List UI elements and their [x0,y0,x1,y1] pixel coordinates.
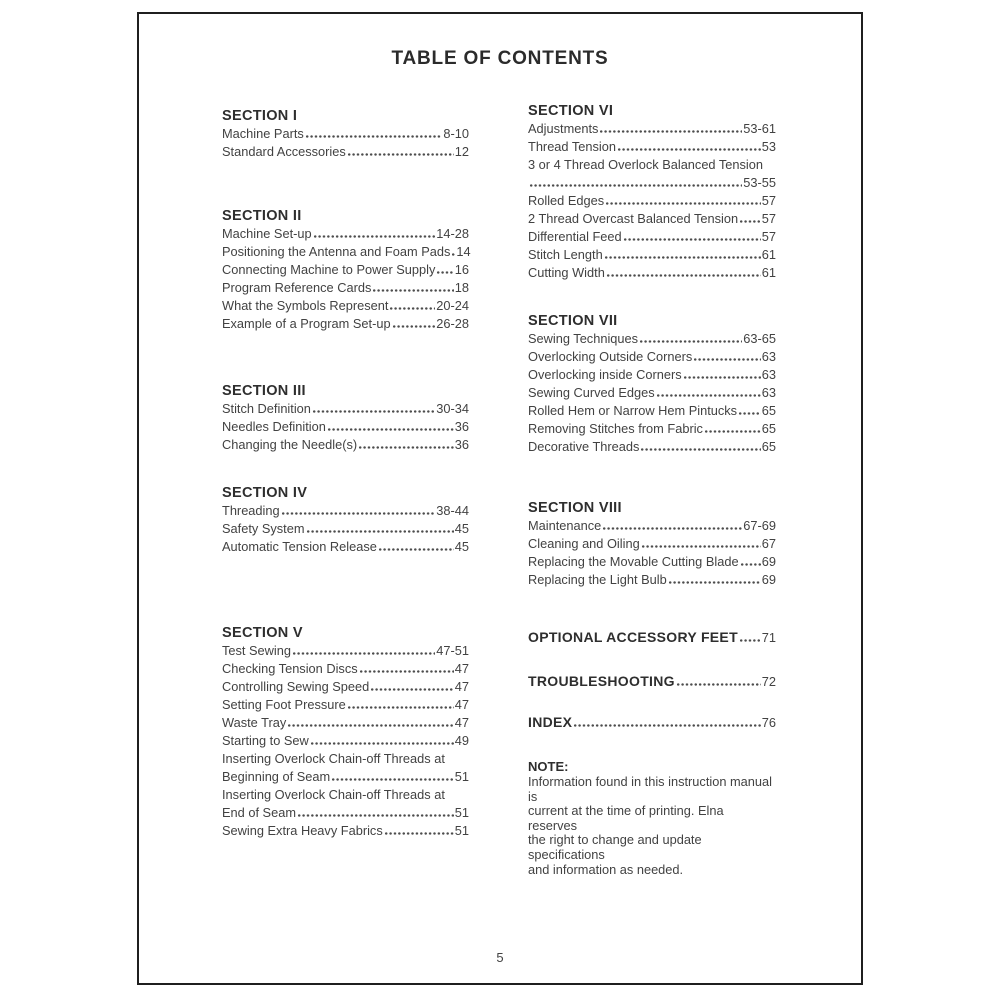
toc-row [528,138,776,156]
toc-entry-page: 57 [761,193,776,208]
toc-entry-page: 38-44 [436,503,469,518]
toc-leader-dots [347,699,454,709]
toc-row [222,261,469,279]
toc-entry-label: Rolled Hem or Narrow Hem Pintucks [528,403,738,418]
toc-leader-dots [641,538,761,548]
toc-entry-label: Waste Tray [222,715,287,730]
toc-row [222,125,469,143]
toc-leader-dots [312,403,435,413]
toc-row [222,243,469,261]
toc-row [528,246,776,264]
toc-entry-page: 14-28 [436,226,469,241]
toc-leader-dots [327,421,454,431]
note-line: the right to change and update specifications [528,832,702,862]
toc-entry-label: Test Sewing [222,643,291,658]
toc-entry-label: Standard Accessories [222,144,346,159]
note-body [528,775,776,877]
toc-entry-page: 65 [761,403,776,418]
toc-row [528,420,776,438]
toc-leader-dots [740,556,761,566]
toc-row [222,436,469,454]
toc-leader-dots [693,351,760,361]
toc-leader-dots [292,645,435,655]
section-items [528,120,776,282]
toc-row [222,732,469,750]
note-line: current at the time of printing. Elna reserves [528,803,724,833]
toc-entry-page: 18 [454,280,469,295]
toc-entry-label: Adjustments [528,121,599,136]
toc-leader-dots [389,300,435,310]
toc-entry-label: Stitch Length [528,247,603,262]
note-line: Information found in this instruction manual is [528,774,772,804]
toc-row [528,535,776,553]
toc-row [222,696,469,714]
section-heading: SECTION VII [528,313,618,329]
toc-entry-label: INDEX [528,714,573,730]
note-heading: NOTE: [528,759,569,774]
toc-entry-page: 36 [454,437,469,452]
toc-entry-label: Overlocking inside Corners [528,367,682,382]
toc-entry-page: 69 [761,572,776,587]
toc-row [528,553,776,571]
toc-leader-dots [378,541,454,551]
toc-entry-page: 45 [454,539,469,554]
toc-entry-label: Example of a Program Set-up [222,316,391,331]
toc-row [222,750,469,768]
toc-entry-label: Replacing the Light Bulb [528,572,667,587]
toc-entry-page: 47-51 [436,643,469,658]
toc-entry-label: What the Symbols Represent [222,298,389,313]
section-items [222,400,469,454]
toc-entry-page: 53-55 [743,175,776,190]
toc-leader-dots [297,807,454,817]
toc-row [528,571,776,589]
toc-entry-page: 61 [761,265,776,280]
toc-leader-dots [313,228,436,238]
toc-leader-dots [683,369,761,379]
toc-entry-label: Starting to Sew [222,733,309,748]
toc-entry-page: 47 [454,679,469,694]
toc-leader-dots [676,676,761,686]
section-items [222,225,469,333]
toc-entry-label: Sewing Curved Edges [528,385,655,400]
toc-entry-label: Connecting Machine to Power Supply [222,262,436,277]
toc-row [528,366,776,384]
toc-section [222,382,469,454]
toc-entry-label: Automatic Tension Release [222,539,377,554]
section-heading: SECTION III [222,383,306,399]
section-heading: SECTION I [222,108,298,124]
toc-leader-dots [639,333,742,343]
toc-entry-page: 63 [761,367,776,382]
toc-entry-label: Decorative Threads [528,439,640,454]
toc-entry-page: 51 [454,823,469,838]
toc-row [528,174,776,192]
section-heading: SECTION II [222,208,302,224]
toc-leader-dots [668,574,761,584]
toc-entry-label: Machine Parts [222,126,304,141]
toc-row [222,279,469,297]
toc-extra-entries [528,628,776,731]
section-items [528,330,776,456]
toc-entry-label: TROUBLESHOOTING [528,673,675,689]
toc-leader-dots [604,249,761,259]
toc-leader-dots [739,632,761,642]
toc-row [222,297,469,315]
toc-entry-label: Changing the Needle(s) [222,437,358,452]
toc-leader-dots [347,146,454,156]
toc-row [528,210,776,228]
section-items [222,502,469,556]
toc-leader-dots [281,505,436,515]
toc-row [528,348,776,366]
toc-entry-label: Needles Definition [222,419,326,434]
toc-entry-label: Removing Stitches from Fabric [528,421,703,436]
toc-column-right [528,102,776,877]
toc-extra-row [528,628,776,646]
toc-entry-label: Inserting Overlock Chain-off Threads at [222,751,445,766]
toc-row [222,804,469,822]
toc-entry-page: 14 [456,244,471,259]
toc-row [528,438,776,456]
toc-leader-dots [436,264,453,274]
toc-section [222,624,469,840]
toc-entry-label: Cutting Width [528,265,605,280]
toc-entry-page: 47 [454,715,469,730]
toc-entry-page: 51 [454,805,469,820]
section-items [222,642,469,840]
toc-row [222,642,469,660]
toc-row [222,786,469,804]
toc-entry-label: Maintenance [528,518,602,533]
toc-entry-page: 67 [761,536,776,551]
toc-entry-label: Thread Tension [528,139,616,154]
toc-row [222,418,469,436]
toc-entry-page: 8-10 [443,126,469,141]
toc-entry-page: 16 [454,262,469,277]
toc-entry-page: 63 [761,349,776,364]
toc-leader-dots [656,387,761,397]
toc-leader-dots [384,825,454,835]
toc-entry-label: Positioning the Antenna and Foam Pads [222,244,451,259]
section-heading: SECTION IV [222,485,308,501]
toc-entry-label: Controlling Sewing Speed [222,679,370,694]
toc-row [528,330,776,348]
toc-section [528,102,776,282]
toc-entry-page: 47 [454,697,469,712]
toc-section [222,207,469,333]
toc-row [222,315,469,333]
toc-entry-page: 30-34 [436,401,469,416]
toc-leader-dots [573,717,760,727]
toc-row [528,192,776,210]
toc-row [222,678,469,696]
toc-entry-page: 47 [454,661,469,676]
toc-entry-label: Setting Foot Pressure [222,697,346,712]
toc-row [528,228,776,246]
toc-extra-row [528,713,776,731]
toc-entry-page: 57 [761,211,776,226]
section-heading: SECTION VIII [528,500,622,516]
toc-entry-label: Sewing Techniques [528,331,639,346]
toc-entry-page: 49 [454,733,469,748]
toc-entry-page: 53 [761,139,776,154]
toc-entry-label: OPTIONAL ACCESSORY FEET [528,629,738,645]
toc-leader-dots [310,735,454,745]
toc-entry-page: 57 [761,229,776,244]
toc-section [528,312,776,456]
toc-leader-dots [704,423,761,433]
toc-leader-dots [392,318,436,328]
toc-row [528,120,776,138]
toc-extra-row [528,672,776,690]
toc-leader-dots [640,441,760,451]
toc-leader-dots [306,523,454,533]
toc-entry-page: 67-69 [743,518,776,533]
toc-entry-page: 71 [761,630,776,645]
toc-leader-dots [372,282,453,292]
section-items [222,125,469,161]
toc-row [222,538,469,556]
toc-section [528,499,776,589]
toc-entry-label: Cleaning and Oiling [528,536,640,551]
toc-leader-dots [359,663,454,673]
section-items [528,517,776,589]
toc-entry-label: End of Seam [222,805,296,820]
toc-row [222,660,469,678]
toc-row [528,402,776,420]
toc-entry-label: Differential Feed [528,229,622,244]
toc-entry-page: 65 [761,421,776,436]
toc-entry-label: Rolled Edges [528,193,605,208]
toc-entry-page: 45 [454,521,469,536]
toc-row [528,264,776,282]
toc-section [222,484,469,556]
toc-row [222,225,469,243]
toc-leader-dots [358,439,454,449]
toc-entry-label: Program Reference Cards [222,280,372,295]
toc-entry-label: Stitch Definition [222,401,311,416]
toc-entry-label: Inserting Overlock Chain-off Threads at [222,787,445,802]
toc-section [222,107,469,161]
note-block [528,758,776,877]
section-heading: SECTION V [222,625,303,641]
toc-row [528,384,776,402]
toc-leader-dots [617,141,761,151]
toc-entry-label: Overlocking Outside Corners [528,349,693,364]
toc-entry-label: Checking Tension Discs [222,661,358,676]
toc-entry-page: 63-65 [743,331,776,346]
toc-leader-dots [739,213,761,223]
toc-entry-page: 20-24 [436,298,469,313]
toc-entry-label: Threading [222,503,280,518]
toc-leader-dots [605,195,761,205]
toc-leader-dots [606,267,761,277]
page-title: TABLE OF CONTENTS [391,48,609,69]
toc-entry-page: 76 [761,715,776,730]
toc-entry-page: 51 [454,769,469,784]
toc-row [222,520,469,538]
toc-entry-page: 36 [454,419,469,434]
toc-entry-page: 12 [454,144,469,159]
toc-entry-page: 61 [761,247,776,262]
toc-right-sections [528,102,776,589]
toc-row [528,517,776,535]
toc-leader-dots [599,123,742,133]
toc-row [222,502,469,520]
section-heading: SECTION VI [528,103,614,119]
manual-page [137,12,863,985]
toc-leader-dots [287,717,454,727]
toc-leader-dots [451,246,455,256]
note-line: and information as needed. [528,861,684,877]
toc-row [528,156,776,174]
toc-leader-dots [529,177,742,187]
toc-row [222,768,469,786]
toc-row [222,400,469,418]
toc-entry-page: 65 [761,439,776,454]
toc-leader-dots [623,231,761,241]
toc-entry-page: 72 [761,674,776,689]
toc-entry-label: Sewing Extra Heavy Fabrics [222,823,383,838]
toc-entry-label: Machine Set-up [222,226,312,241]
toc-row [222,822,469,840]
toc-entry-label: Beginning of Seam [222,769,331,784]
toc-leader-dots [602,520,742,530]
page-number: 5 [496,950,504,965]
toc-entry-label: Replacing the Movable Cutting Blade [528,554,739,569]
toc-leader-dots [331,771,454,781]
toc-row [222,714,469,732]
toc-entry-label: 2 Thread Overcast Balanced Tension [528,211,739,226]
toc-entry-page: 69 [761,554,776,569]
toc-entry-page: 53-61 [743,121,776,136]
toc-row [222,143,469,161]
toc-column-left [222,107,469,840]
toc-leader-dots [305,128,443,138]
toc-leader-dots [738,405,761,415]
toc-leader-dots [370,681,454,691]
toc-entry-label: Safety System [222,521,305,536]
toc-entry-page: 26-28 [436,316,469,331]
toc-entry-label: 3 or 4 Thread Overlock Balanced Tension [528,157,763,172]
toc-entry-page: 63 [761,385,776,400]
